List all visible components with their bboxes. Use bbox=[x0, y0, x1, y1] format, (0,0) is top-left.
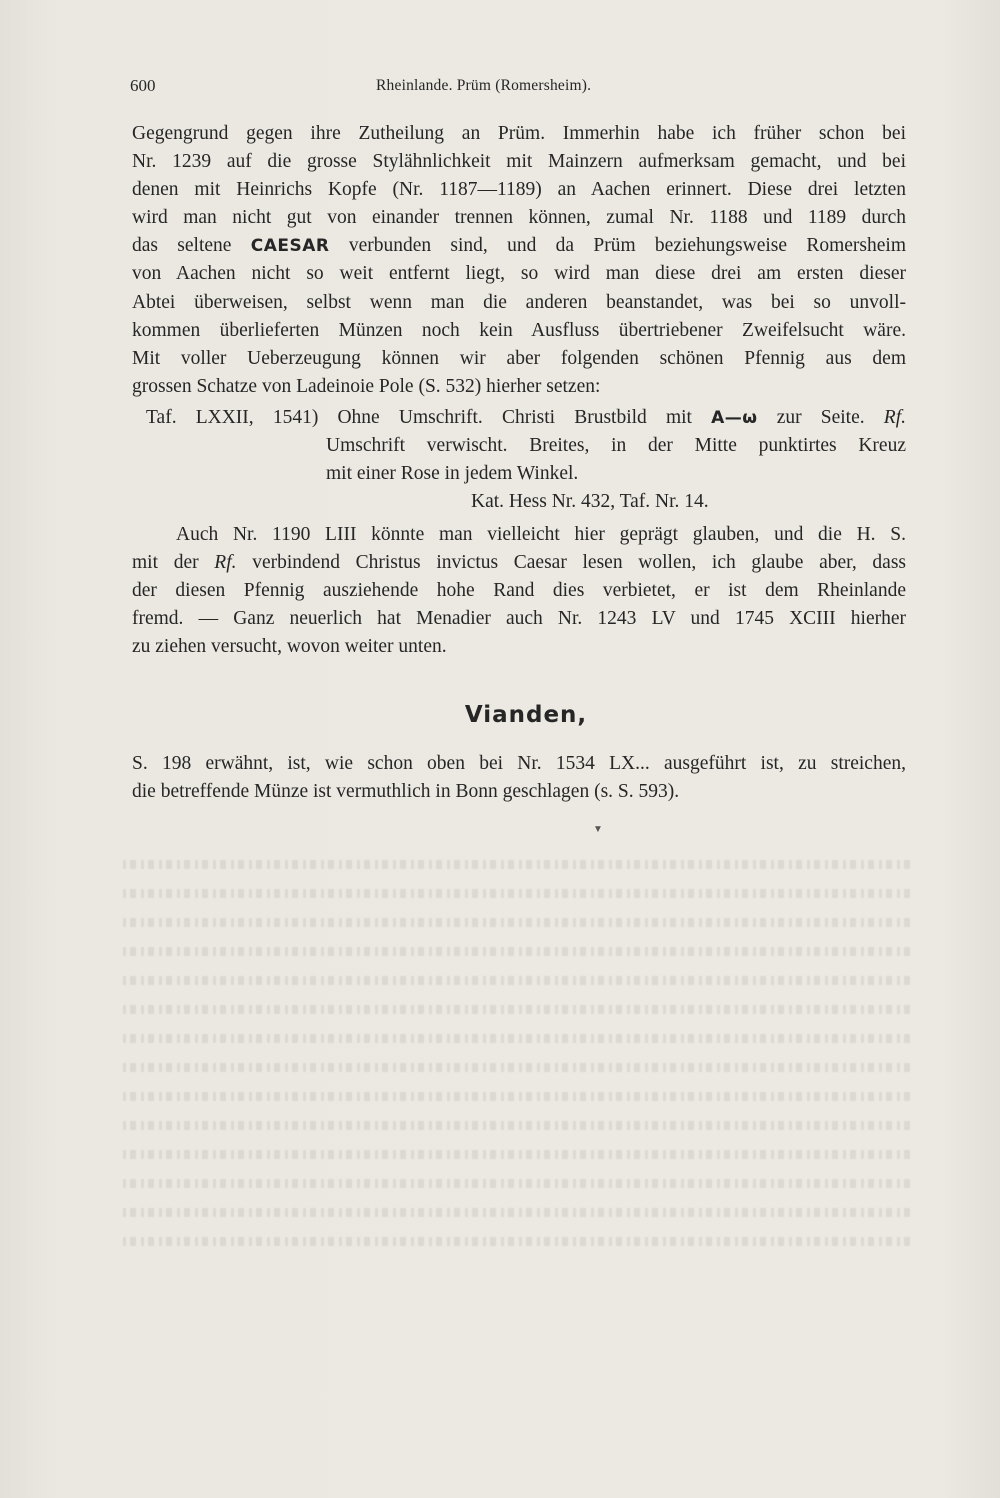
text-fragment: mit der bbox=[132, 552, 199, 574]
text-line: von Aachen nicht so weit entfernt liegt, so wird man diese drei am ersten dieser bbox=[132, 263, 906, 285]
text-line-caesar bbox=[132, 232, 906, 260]
text-line: kommen überlieferten Münzen noch kein Ausfluss übertriebener Zweifelsucht wäre. bbox=[132, 319, 906, 341]
text-line: zu ziehen versucht, wovon weiter unten. bbox=[132, 636, 447, 658]
reverse-abbreviation: Rf. bbox=[214, 552, 237, 574]
paragraph-3 bbox=[132, 750, 906, 806]
text-line-rf bbox=[132, 549, 906, 577]
paragraph-1 bbox=[132, 120, 906, 401]
text-line: Gegengrund gegen ihre Zutheilung an Prüm. Immerhin habe ich früher schon bei bbox=[132, 123, 906, 144]
text-fragment: zur Seite. bbox=[776, 407, 865, 428]
text-line: fremd. — Ganz neuerlich hat Menadier auch Nr. 1243 LV und 1745 XCIII hierher bbox=[132, 608, 906, 630]
text-line: der diesen Pfennig ausziehende hohe Rand dies verbietet, er ist dem Rheinlande bbox=[132, 580, 906, 602]
catalog-entry-label: Taf. LXXII, 1541) bbox=[146, 407, 319, 428]
text-line: Auch Nr. 1190 LIII könnte man vielleicht hier geprägt glauben, und die H. S. bbox=[176, 524, 906, 545]
text-line: denen mit Heinrichs Kopfe (Nr. 1187—1189) an Aachen erinnert. Diese drei letzten bbox=[132, 179, 906, 201]
text-fragment: das seltene bbox=[132, 235, 232, 257]
text-line: Mit voller Ueberzeugung können wir aber folgenden schönen Pfennig aus dem bbox=[132, 347, 906, 369]
text-line: grossen Schatze von Ladeinoie Pole (S. 532) hierher setzen: bbox=[132, 375, 601, 397]
catalog-entry-1541 bbox=[146, 404, 906, 516]
running-head-title: Rheinlande. Prüm (Romersheim). bbox=[376, 77, 592, 94]
bleed-through-texture bbox=[120, 850, 910, 1250]
text-fragment: verbunden sind, und da Prüm beziehungsweise Romersheim bbox=[348, 235, 907, 257]
catalog-entry-continuation: Umschrift verwischt. Breites, in der Mitte punktirtes Kreuz bbox=[326, 435, 906, 457]
text-fragment: verbindend Christus invictus Caesar lesen wollen, ich glaube aber, dass bbox=[252, 552, 907, 574]
running-head bbox=[130, 76, 908, 102]
catalog-reference: Kat. Hess Nr. 432, Taf. Nr. 14. bbox=[471, 491, 709, 513]
text-line: Nr. 1239 auf die grosse Stylähnlichkeit mit Mainzern aufmerksam gemacht, und bei bbox=[132, 151, 906, 173]
text-fragment: Ohne Umschrift. Christi Brustbild mit bbox=[337, 407, 692, 428]
section-heading-vianden: Vianden, bbox=[464, 702, 588, 728]
text-line: S. 198 erwähnt, ist, wie schon oben bei Nr. 1534 LX... ausgeführt ist, zu streichen, bbox=[132, 753, 906, 774]
page-number: 600 bbox=[130, 76, 156, 95]
caesar-inscription: CAESAR bbox=[250, 236, 330, 257]
reverse-abbreviation: Rf. bbox=[883, 407, 906, 428]
paragraph-2 bbox=[132, 521, 906, 661]
catalog-entry-continuation: mit einer Rose in jedem Winkel. bbox=[326, 463, 579, 485]
catalog-entry-first-line bbox=[146, 404, 906, 432]
ornament-mark: ▼ bbox=[593, 824, 603, 835]
text-line: wird man nicht gut von einander trennen können, zumal Nr. 1188 und 1189 durch bbox=[132, 207, 906, 229]
text-line: Abtei überweisen, selbst wenn man die anderen beanstandet, was bei so unvoll- bbox=[132, 291, 906, 313]
alpha-omega-inscription: A—ω bbox=[711, 408, 758, 428]
text-line: die betreffende Münze ist vermuthlich in Bonn geschlagen (s. S. 593). bbox=[132, 781, 680, 803]
